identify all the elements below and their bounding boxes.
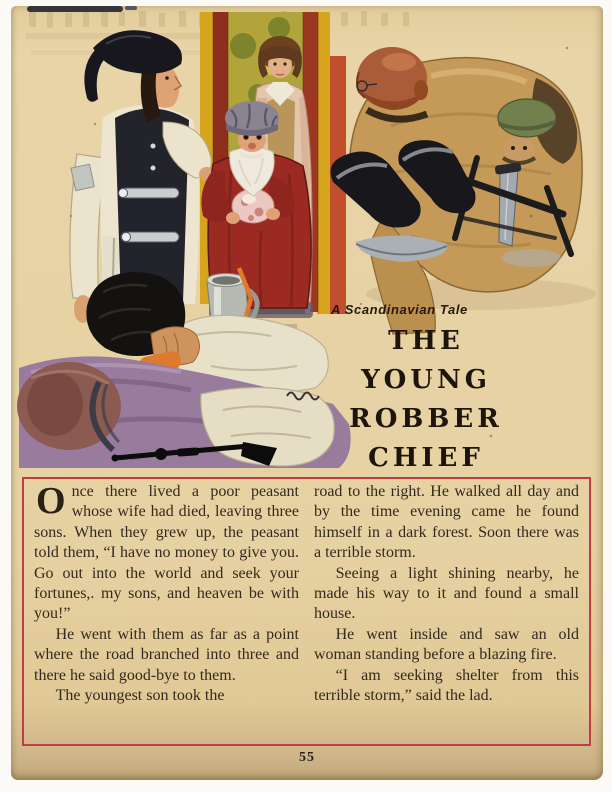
story-paragraph: The youngest son took the [55,687,225,705]
drop-cap: O [36,480,66,522]
story-paragraph: He went with them as far as a point where the road branched into three and there he said good-bye to them. [34,625,299,684]
ink-smudge [27,6,137,12]
story-paragraph: “I am seeking shelter from this terrible storm,” said the lad. [314,666,579,705]
story-paragraph [34,482,299,625]
story-paragraph: He went inside and saw an old woman standing before a blazing fire. [314,625,579,664]
page-title-line-1: THE YOUNG [361,326,491,395]
left-column [34,482,299,744]
tale-label: A Scandinavian Tale [331,302,468,317]
title-block [329,302,523,478]
story-text-box [22,477,591,746]
page-number: 55 [299,750,315,765]
story-paragraph: Seeing a light shining nearby, he made his way to it and found a small house. [314,564,579,623]
paper [11,6,603,780]
right-column [314,482,579,744]
page-title-line-3: CHIEF [368,443,484,473]
page-title-line-2: ROBBER [349,404,503,434]
story-paragraph: road to the right. He walked all day and by the time evening came he found himself in a dark forest. Soon there was a terrible storm. [314,483,579,562]
paragraph-text: nce there lived a poor peasant whose wife had died, leaving three sons. When they grew up, the peasant told them, “I have no money to give you. Go out into the world and seek your fortunes,. my sons, and heaven be with you!” [34,483,299,623]
